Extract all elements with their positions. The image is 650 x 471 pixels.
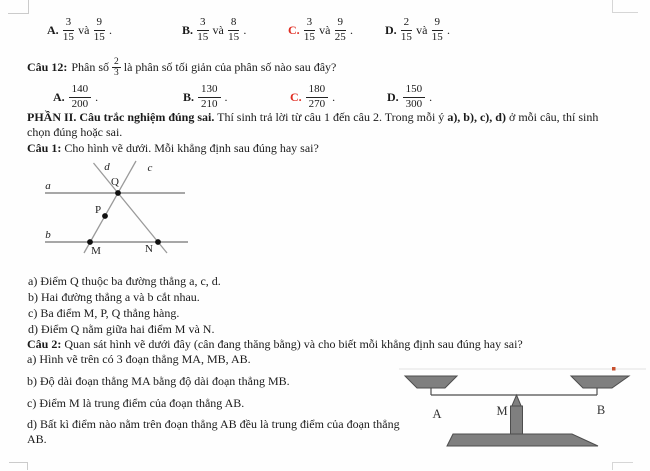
statement-d: d) Điểm Q nằm giữa hai điểm M và N. <box>28 322 215 336</box>
line-d <box>94 163 168 253</box>
label-line-d: d <box>104 161 110 173</box>
stem-text: Cho hình vẽ dưới. Mỗi khẳng định sau đúng hay sai? <box>61 141 319 155</box>
statement-b: b) Hai đường thẳng a và b cắt nhau. <box>28 290 200 304</box>
point-n <box>155 239 161 245</box>
text-boundary-mark-bottom-right <box>612 462 633 470</box>
option-letter: C. <box>290 89 302 104</box>
q2-statement-c: c) Điểm M là trung điểm của đoạn thẳng AB. <box>27 396 245 410</box>
q2-statement-b: b) Độ dài đoạn thẳng MA bằng độ dài đoạn thẳng MB. <box>27 374 290 388</box>
label-line-c: c <box>147 162 153 174</box>
period: . <box>243 22 247 37</box>
part2-heading <box>27 110 639 140</box>
fraction: $\frac{140}{200}$ <box>69 84 92 110</box>
option-letter: A. <box>47 22 59 37</box>
period: . <box>429 89 433 104</box>
question-number: Câu 2: <box>27 337 62 351</box>
text-boundary-mark-top-right <box>612 0 638 13</box>
conjunction: và <box>78 22 90 37</box>
line-c <box>84 161 136 253</box>
fraction: $\frac{3}{15}$ <box>197 15 209 43</box>
label-point-q: Q <box>111 176 119 188</box>
option-b <box>182 14 246 46</box>
fraction: $\frac{9}{15}$ <box>431 15 443 43</box>
label-point-m: M <box>496 404 508 418</box>
stem-text: là phân số tối giản của phân số nào sau đây? <box>123 60 337 75</box>
period: . <box>95 89 99 104</box>
option-letter: D. <box>385 22 397 37</box>
fraction: $\frac{150}{300}$ <box>403 84 426 110</box>
option-d <box>387 81 432 113</box>
option-a <box>53 81 98 113</box>
option-a <box>47 14 112 46</box>
geometry-figure <box>30 156 230 268</box>
option-letter: B. <box>183 89 195 104</box>
fraction: $\frac{2}{3}$ <box>114 57 119 79</box>
period: . <box>109 22 112 37</box>
label-point-n: N <box>145 243 153 255</box>
option-b <box>183 81 228 113</box>
text-boundary-mark-bottom-left <box>9 462 28 470</box>
conjunction: và <box>416 22 428 37</box>
fraction: $\frac{3}{15}$ <box>62 15 74 43</box>
text-boundary-mark-top-left <box>8 0 29 14</box>
label-point-b: B <box>596 403 606 417</box>
pillar <box>511 406 523 434</box>
fraction: $\frac{8}{15}$ <box>228 15 240 43</box>
conjunction: và <box>212 22 224 37</box>
period: . <box>224 89 228 104</box>
left-pan <box>405 376 457 388</box>
option-d <box>385 14 450 46</box>
option-letter: D. <box>387 89 399 104</box>
fraction: $\frac{2}{15}$ <box>400 15 412 43</box>
label-point-a: A <box>432 407 442 421</box>
option-letter: B. <box>182 22 194 37</box>
label-point-m: M <box>91 245 101 257</box>
question2-stem <box>27 337 523 352</box>
period: . <box>447 22 450 37</box>
q2-statement-a: a) Hình vẽ trên có 3 đoạn thẳng MA, MB, AB. <box>27 352 251 366</box>
base <box>447 434 598 446</box>
period: . <box>350 22 353 37</box>
question1-statements <box>28 273 221 337</box>
period: . <box>332 89 336 104</box>
fraction: $\frac{9}{15}$ <box>93 15 105 43</box>
label-line-b: b <box>45 229 51 241</box>
statement-a: a) Điểm Q thuộc ba đường thẳng a, c, d. <box>28 274 221 288</box>
question12-stem <box>27 57 336 79</box>
question-number: Câu 12: <box>27 60 68 75</box>
label-point-p: P <box>94 204 102 216</box>
red-marker-icon <box>612 367 616 371</box>
point-p <box>102 213 108 219</box>
right-pan <box>571 376 629 388</box>
fraction: $\frac{180}{270}$ <box>306 84 329 110</box>
part2-title: PHẦN II. Câu trắc nghiệm đúng sai. <box>27 110 215 124</box>
question-number: Câu 1: <box>27 141 62 155</box>
label-line-a: a <box>45 180 51 192</box>
part2-heading-line1: PHẦN II. Câu trắc nghiệm đúng sai. Thí sinh trả lời từ câu 1 đến câu 2. Trong mỗi ý a), b), c), d) ở mỗi câu, thí sinh <box>27 110 599 124</box>
fraction: $\frac{3}{15}$ <box>303 15 315 43</box>
statement-c: c) Ba điểm M, P, Q thẳng hàng. <box>28 306 180 320</box>
balance-scale-figure <box>395 358 650 453</box>
option-c <box>290 81 335 113</box>
stem-text: Phân số <box>71 60 110 75</box>
q2-statement-d: d) Bất kì điểm nào nằm trên đoạn thẳng AB đều là trung điểm của đoạn thẳng AB. <box>27 417 400 446</box>
conjunction: và <box>319 22 331 37</box>
option-letter: C. <box>288 22 300 37</box>
part2-heading-line2: chọn đúng hoặc sai. <box>27 125 123 139</box>
fraction: $\frac{9}{25}$ <box>334 15 346 43</box>
stem-text: Quan sát hình vẽ dưới đây (cân đang thăng bằng) và cho biết mỗi khẳng định sau đúng hay sai? <box>61 337 523 351</box>
point-q <box>115 190 121 196</box>
fraction: $\frac{130}{210}$ <box>198 84 221 110</box>
question1-stem <box>27 141 319 156</box>
option-c <box>288 14 353 46</box>
option-letter: A. <box>53 89 65 104</box>
